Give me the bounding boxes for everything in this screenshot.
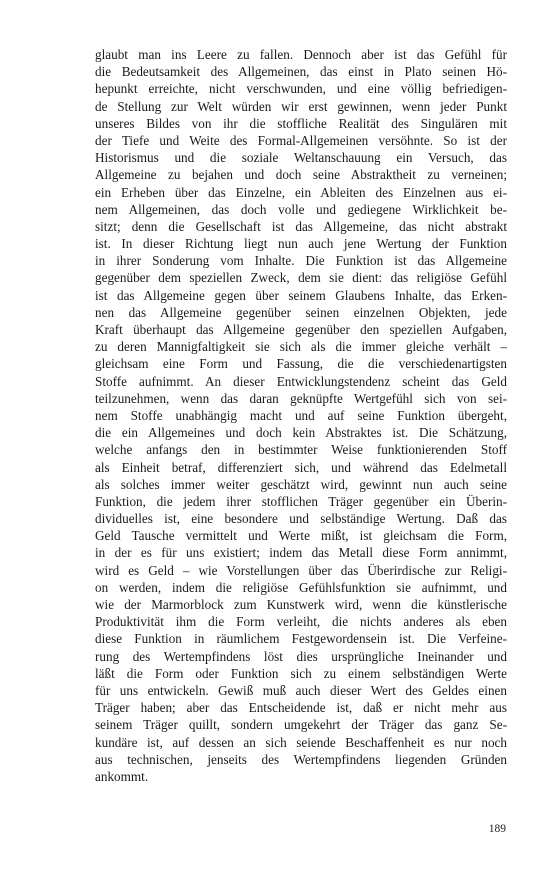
text-line: Stoffe aufnimmt. An dieser Entwicklungstendenz scheint das Geld	[95, 373, 507, 389]
text-line: Allgemeine zu bejahen und doch seine Abstraktheit zu verneinen;	[95, 167, 507, 183]
text-line: die Bedeutsamkeit des Allgemeinen, das einst in Plato seinen Hö-	[95, 64, 507, 80]
page-number: 189	[488, 823, 506, 835]
text-line: Funktion, die jedem ihrer stofflichen Träger gegenüber ein Überin-	[95, 493, 507, 509]
text-line: gleichsam eine Form und Fassung, die die verschiedenartigsten	[95, 356, 507, 372]
text-line: wie der Marmorblock zum Kunstwerk wird, wenn die künstlerische	[95, 597, 507, 612]
text-line: Träger haben; aber das Entscheidende ist, daß er nicht mehr aus	[95, 700, 507, 716]
text-line: nem Stoffe unabhängig macht und auf seine Funktion übergeht,	[95, 407, 507, 423]
text-line: kundäre ist, auf dessen an sich seiende Beschaffenheit es nur noch	[95, 734, 507, 750]
text-line: in der es für uns existiert; indem das Metall diese Form annimmt,	[95, 545, 507, 561]
text-line: zu deren Mannigfaltigkeit sie sich als die immer gleiche verhält –	[95, 339, 507, 355]
text-line: unseres Bildes von ihr die stoffliche Realität des Singulären mit	[95, 115, 507, 131]
text-line: für uns entwickeln. Gewiß muß auch dieser Wert des Geldes einen	[95, 682, 507, 698]
text-line: sitzt; denn die Gesellschaft ist das Allgemeine, das nicht abstrakt	[95, 218, 507, 234]
text-line: gegenüber dem speziellen Zweck, dem sie dient: das religiöse Gefühl	[95, 270, 507, 286]
text-line: welche anfangs den in bestimmter Weise funktionierenden Stoff	[95, 442, 507, 458]
body-text	[95, 46, 507, 785]
text-line: on werden, indem die religiöse Gefühlsfunktion sie aufnimmt, und	[95, 579, 507, 595]
text-line: diese Funktion in räumlichem Festgewordensein ist. Die Verfeine-	[95, 631, 507, 647]
text-line: Historismus und die soziale Weltanschauung ein Versuch, das	[95, 150, 507, 166]
text-line: wird es Geld – wie Vorstellungen über das Überirdische zur Religi-	[95, 562, 507, 578]
text-line: ist das Allgemeine gegen über seinem Glaubens Inhalte, das Erken-	[95, 287, 507, 303]
text-line: aus technischen, jenseits des Wertempfindens liegenden Gründen	[95, 751, 507, 767]
text-line: als solches immer weiter geschätzt wird, gewinnt nun auch seine	[95, 476, 507, 492]
text-line: in ihrer Sonderung vom Inhalte. Die Funktion ist das Allgemeine	[95, 253, 507, 269]
text-line: rung des Wertempfindens löst dies ursprüngliche Ineinander und	[95, 648, 507, 664]
text-line: Produktivität ihm die Form verleiht, die nichts anderes als eben	[95, 614, 507, 630]
text-line: Kraft überhaupt das Allgemeine gegenüber den speziellen Aufgaben,	[95, 322, 507, 337]
text-line-last: ankommt.	[95, 768, 149, 784]
text-line: Geld Tausche vermittelt und Werte mißt, ist gleichsam die Form,	[95, 528, 507, 544]
text-line: glaubt man ins Leere zu fallen. Dennoch aber ist das Gefühl für	[95, 47, 507, 62]
text-line: de Stellung zur Welt würden wir erst gewinnen, wenn jeder Punkt	[95, 98, 507, 114]
text-line: nem Allgemeinen, das doch volle und gediegene Wirklichkeit be-	[95, 201, 507, 217]
text-line: dividuelles ist, eine besondere und selbständige Wertung. Daß das	[95, 511, 507, 527]
text-line: läßt die Form oder Funktion sich zu einem selbständigen Werte	[95, 665, 507, 681]
text-line: als Einheit betraf, differenziert sich, und während das Edelmetall	[95, 459, 507, 475]
text-line: hepunkt erreichte, nicht verschwunden, und eine völlig befriedigen-	[95, 81, 507, 97]
text-line: teilzunehmen, wenn das daran geknüpfte Wertgefühl sich von sei-	[95, 390, 507, 406]
text-line: ist. In dieser Richtung liegt nun auch jene Wertung der Funktion	[95, 236, 507, 252]
text-line: die ein Allgemeines und doch kein Abstraktes ist. Die Schätzung,	[95, 425, 507, 441]
text-line: ein Erheben über das Einzelne, ein Ableiten des Einzelnen aus ei-	[95, 184, 507, 200]
text-line: seinem Träger quillt, sondern umgekehrt der Träger das ganz Se-	[95, 717, 507, 733]
text-line: der Tiefe und Weite des Formal-Allgemeinen versöhnte. So ist der	[95, 132, 507, 148]
text-line: nen das Allgemeine gegenüber seinen einzelnen Objekten, jede	[95, 304, 507, 320]
